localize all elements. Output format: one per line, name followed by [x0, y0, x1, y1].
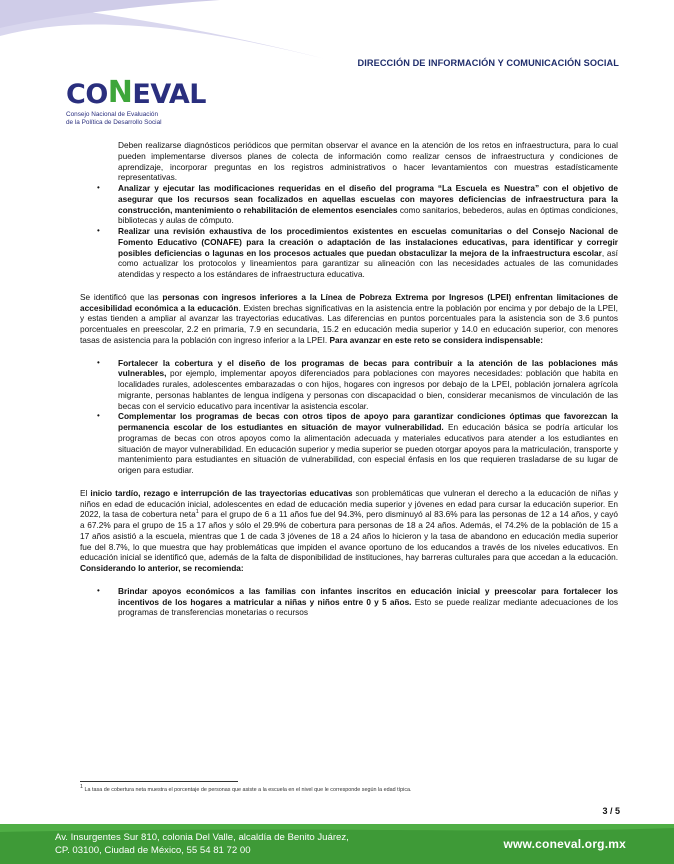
list-item: • Complementar los programas de becas con otros tipos de apoyo para garantizar condiciones óptimas que favorezcan la permanencia escolar de los estudiantes en situación de mayor vulnerabilidad. En educación básica se podría articular los programas de becas con otros apoyos como la alimentación adecuada y materiales educativos para atender a los estudiantes en situación de mayor vulnerabilidad. En educación superior y media superior se pueden otorgar apoyos para la matriculación, transporte y mantenimiento para estudiantes en situación de vulnerabilidad, con especial énfasis en los que requieren trasladarse de su lugar de origen para estudiar.	[97, 411, 619, 475]
footer-bar	[0, 824, 674, 864]
recommendation-list	[80, 183, 618, 280]
bullet-icon: •	[97, 183, 100, 192]
document-body	[80, 140, 618, 618]
logo-wordmark: CO N EVAL	[66, 75, 206, 110]
footnote-ref: 1	[195, 509, 199, 516]
bullet-icon: •	[97, 411, 100, 421]
footnote: $^1$ La tasa de cobertura neta muestra el porcentaje de personas que asiste a la escuela en el nivel que le corresponde según la edad típica.	[80, 784, 412, 793]
bullet-icon: •	[97, 585, 100, 595]
recommendation-list	[80, 586, 618, 618]
list-item: • Analizar y ejecutar las modificaciones requeridas en el diseño del programa “La Escuela es Nuestra” con el objetivo de asegurar que los recursos sean focalizados en aquellas escuelas con mayores deficiencias de infraestructura para la construcción, mantenimiento o rehabilitación de elementos esenciales como sanitarios, bebederos, aulas en óptimas condiciones, bibliotecas y aulas de cómputo.	[97, 183, 618, 226]
list-item: • Realizar una revisión exhaustiva de los procedimientos existentes en escuelas comunitarias o del Consejo Nacional de Fomento Educativo (CONAFE) para la creación o adaptación de las instalaciones educativas, para identificar y corregir posibles deficiencias o lagunas en los procesos actuales que puedan obstaculizar la mejora de la infraestructura escolar, así como actualizar los protocolos y lineamientos para garantizar su alineación con las necesidades actuales de las comunidades atendidas y respecto a los estándares de infraestructura educativa.	[97, 226, 618, 279]
list-item: • Fortalecer la cobertura y el diseño de los programas de becas para contribuir a la atención de las poblaciones más vulnerables, por ejemplo, implementar apoyos diferenciados para poblaciones con mayores necesidades: población que habita en localidades rurales, adolescentes embarazadas o con hijos, hogares con ingresos por debajo de la LPEI, población jornalera agrícola migrante, personas hablantes de lengua indígena y personas con discapacidad o bien, considerar mecanismos de vinculación de las becas con el servicio educativo para incentivar la asistencia escolar.	[97, 357, 618, 411]
footer-address: Av. Insurgentes Sur 810, colonia Del Valle, alcaldía de Benito Juárez, CP. 03100, Ciudad de México, 55 54 81 72 00	[55, 832, 349, 856]
paragraph: El inicio tardío, rezago e interrupción de las trayectorias educativas son problemáticas que vulneran el derecho a la educación de niñas y niños en edad de educación inicial, adolescentes en edad de educación media superior y jóvenes en edad para cursar la educación superior. En 2022, la tasa de cobertura neta$^1$ para el grupo de 6 a 11 años fue del 94.3%, pero disminuyó al 83.6% para las personas de 12 a 14 años, y cayó a 67.2% para el grupo de 15 a 17 años y sólo el 29.9% de cobertura para personas de 18 a 24 años. Además, el 74.2% de la población de 15 a 17 años asistió a la escuela, mientras que 1 de cada 3 jóvenes de 18 a 24 años lo hicieron y la tasa de abandono en educación media superior fue del 8.7%, lo que muestra que hay problemáticas que impiden el avance oportuno de los educandos a través de los niveles educativos. En educación inicial se identificó que, además de la falta de disponibilidad de instituciones, hay barreras culturales para que accedan a la educación. Considerando lo anterior, se recomienda:	[80, 487, 619, 573]
bullet-icon: •	[97, 357, 100, 367]
bullet-icon: •	[97, 226, 100, 235]
footnote-divider	[80, 781, 238, 782]
paragraph: Se identificó que las personas con ingresos inferiores a la Línea de Pobreza Extrema por Ingresos (LPEI) enfrentan limitaciones de accesibilidad económica a la educación. Existen brechas significativas en la asistencia entre la población por encima y por debajo de la LPEI, y estas tienden a ampliar al avanzar las trayectorias educativas. Las diferencias en puntos porcentuales para la asistencia son de 3.6 puntos porcentuales en preescolar, 2.2 en primaria, 7.9 en secundaria, 15.2 en educación media superior y 14.0 en educación superior, con menores tasas de asistencia para la población con ingreso inferior a la LPEI. Para avanzar en este reto se considera indispensable:	[80, 291, 618, 345]
page-number: 3 / 5	[602, 806, 620, 816]
coneval-logo	[66, 75, 206, 127]
logo-subtitle: Consejo Nacional de Evaluación de la Política de Desarrollo Social	[66, 111, 162, 126]
paragraph: Deben realizarse diagnósticos periódicos que permitan observar el avance en la atención de los retos en infraestructura, para lo cual pueden implementarse diversos planes de colecta de información como realizar censos de infraestructura y condiciones de aprendizaje, incorporar preguntas en los registros administrativos o hacer levantamientos con muestras estadísticamente representativas.	[118, 140, 618, 183]
list-item: • Brindar apoyos económicos a las familias con infantes inscritos en educación inicial y preescolar para fortalecer los incentivos de los hogares a matricular a niñas y niños entre 0 y 5 años. Esto se puede realizar mediante adecuaciones de los programas de transferencias monetarias o recursos	[97, 585, 618, 618]
recommendation-list	[80, 358, 618, 476]
footer-website-link[interactable]: www.coneval.org.mx	[503, 837, 626, 851]
header-title: DIRECCIÓN DE INFORMACIÓN Y COMUNICACIÓN SOCIAL	[357, 58, 619, 68]
